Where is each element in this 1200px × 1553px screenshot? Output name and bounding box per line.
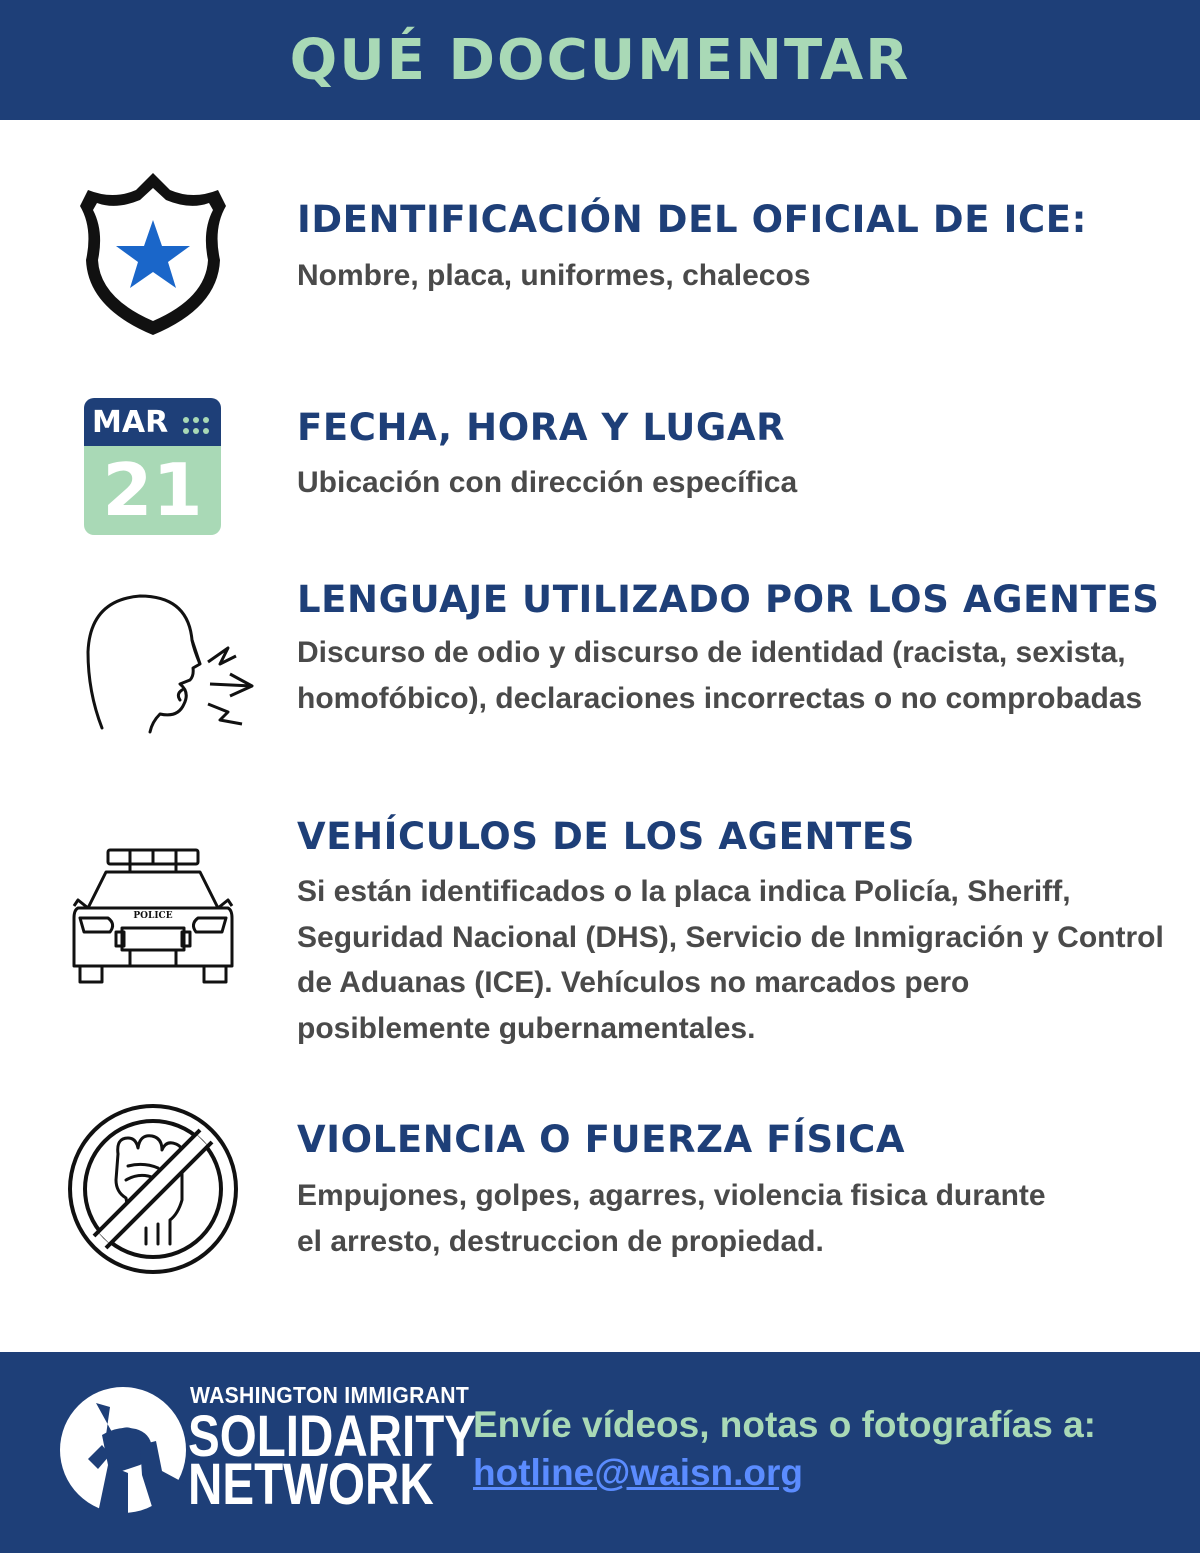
calendar-dots-icon [182, 416, 214, 438]
hotline-email-link[interactable]: hotline@waisn.org [473, 1452, 804, 1493]
shouting-head-icon [80, 592, 260, 737]
item-body: Discurso de odio y discurso de identidad (racista, sexista, homofóbico), declaraciones incorrectas o no comprobadas [297, 636, 1143, 715]
item-body: Ubicación con dirección específica [297, 466, 798, 499]
police-label: POLICE [133, 911, 173, 921]
no-fist-icon [66, 1102, 240, 1276]
item-title: IDENTIFICACIÓN DEL OFICIAL DE ICE: [297, 198, 1087, 241]
calendar-icon [84, 398, 221, 535]
police-car-icon [70, 846, 236, 988]
page-title: QUÉ DOCUMENTAR [289, 27, 911, 93]
calendar-day: 21 [102, 448, 203, 532]
footer-banner [0, 1352, 1200, 1553]
calendar-month: MAR [92, 405, 169, 440]
org-name-line3: NETWORK [188, 1452, 434, 1517]
header-banner [0, 0, 1200, 120]
submission-prompt: Envíe vídeos, notas o fotografías a: [473, 1404, 1096, 1445]
item-title: FECHA, HORA Y LUGAR [297, 406, 786, 449]
item-title: VIOLENCIA O FUERZA FÍSICA [297, 1118, 906, 1161]
org-name-line2: SOLIDARITY [188, 1404, 477, 1469]
item-body: Nombre, placa, uniformes, chalecos [297, 259, 811, 292]
item-title: LENGUAJE UTILIZADO POR LOS AGENTES [297, 578, 1160, 621]
item-body: Empujones, golpes, agarres, violencia fisica durante el arresto, destruccion de propiedad. [297, 1179, 1046, 1258]
clasped-hands-logo-icon [58, 1385, 188, 1515]
police-badge-icon [78, 168, 228, 340]
item-title: VEHÍCULOS DE LOS AGENTES [297, 815, 915, 858]
org-name-line1: WASHINGTON IMMIGRANT [190, 1382, 470, 1408]
item-body: Si están identificados o la placa indica Policía, Sheriff, Seguridad Nacional (DHS), Servicio de Inmigración y Control de Aduanas (ICE). Vehículos no marcados pero posiblemente gubernamentales. [297, 875, 1164, 1045]
